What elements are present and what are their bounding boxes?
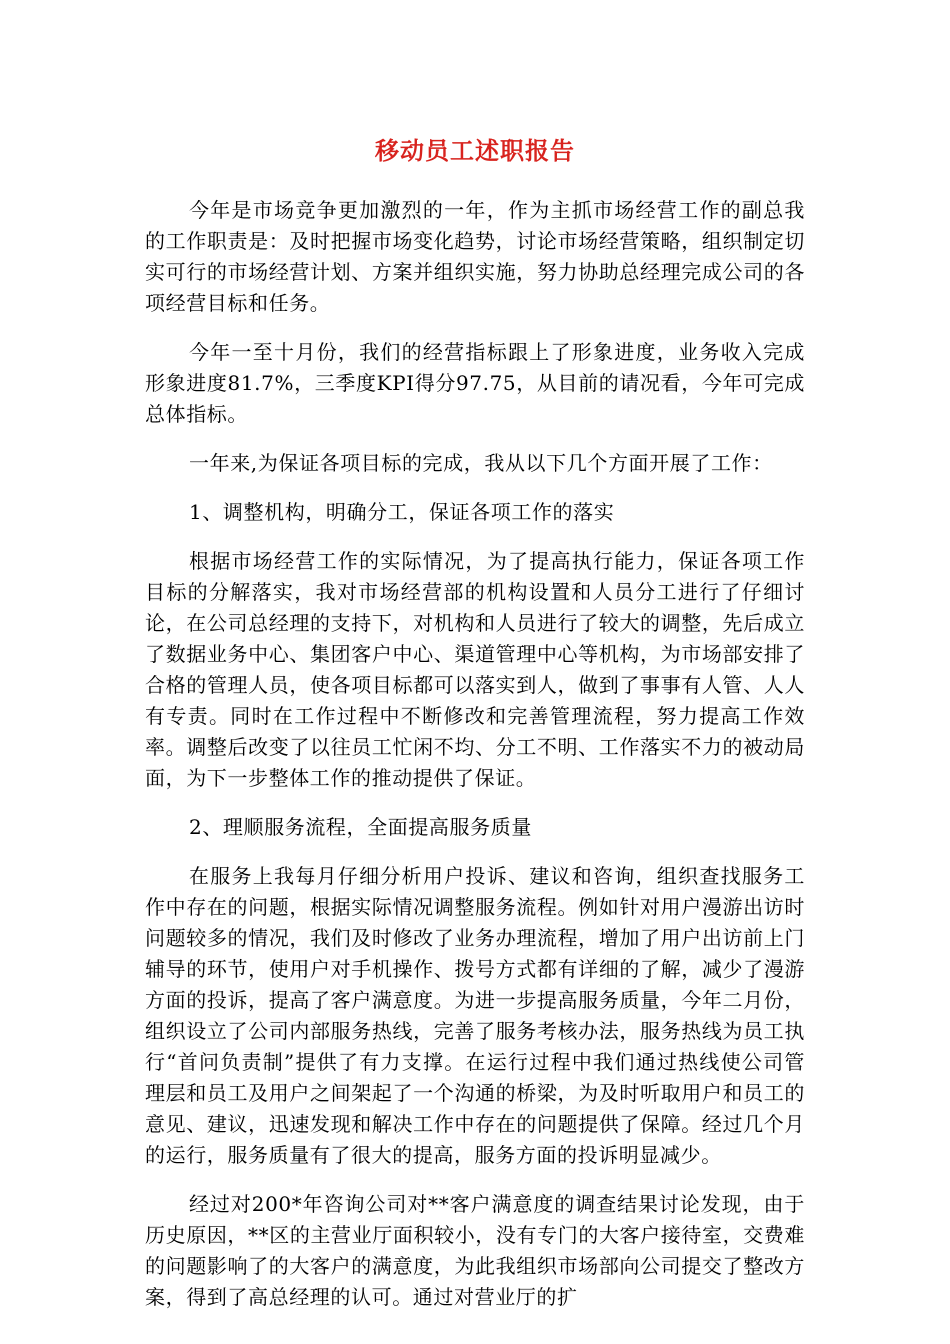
paragraph-section-1: 根据市场经营工作的实际情况，为了提高执行能力，保证各项工作目标的分解落实，我对市场经营部的机构设置和人员分工进行了仔细讨论，在公司总经理的支持下，对机构和人员进行了较大的调整，先后成立了数据业务中心、集团客户中心、渠道管理中心等机构，为市场部安排了合格的管理人员，使各项目标都可以落实到人，做到了事事有人管、人人有专责。同时在工作过程中不断修改和完善管理流程，努力提高工作效率。调整后改变了以往员工忙闲不均、分工不明、工作落实不力的被动局面，为下一步整体工作的推动提供了保证。 (145, 549, 805, 790)
document-page (145, 133, 805, 1331)
paragraph-intro: 今年是市场竞争更加激烈的一年，作为主抓市场经营工作的副总我的工作职责是：及时把握市场变化趋势，讨论市场经营策略，组织制定切实可行的市场经营计划、方案并组织实施，努力协助总经理完成公司的各项经营目标和任务。 (145, 198, 805, 315)
paragraph-performance: 今年一至十月份，我们的经营指标跟上了形象进度，业务收入完成形象进度81.7%，三季度KPI得分97.75，从目前的请况看，今年可完成总体指标。 (145, 340, 805, 426)
document-title: 移动员工述职报告 (375, 137, 575, 165)
section-heading-1: 1、调整机构，明确分工，保证各项工作的落实 (189, 500, 615, 524)
paragraph-section-2: 在服务上我每月仔细分析用户投诉、建议和咨询，组织查找服务工作中存在的问题，根据实际情况调整服务流程。例如针对用户漫游出访时问题较多的情况，我们及时修改了业务办理流程，增加了用户出访前上门辅导的环节，使用户对手机操作、拨号方式都有详细的了解，减少了漫游方面的投诉，提高了客户满意度。为进一步提高服务质量，今年二月份，组织设立了公司内部服务热线，完善了服务考核办法，服务热线为员工执行“首问负责制”提供了有力支撑。在运行过程中我们通过热线使公司管理层和员工及用户之间架起了一个沟通的桥梁，为及时听取用户和员工的意见、建议，迅速发现和解决工作中存在的问题提供了保障。经过几个月的运行，服务质量有了很大的提高，服务方面的投诉明显减少。 (145, 864, 805, 1167)
paragraph-overview: 一年来,为保证各项目标的完成，我从以下几个方面开展了工作： (189, 451, 773, 475)
section-heading-2: 2、理顺服务流程，全面提高服务质量 (189, 815, 532, 839)
paragraph-survey: 经过对200*年咨询公司对**客户满意度的调查结果讨论发现，由于历史原因，**区的主营业厅面积较小，没有专门的大客户接待室，交费难的问题影响了的大客户的满意度，为此我组织市场部向公司提交了整改方案，得到了高总经理的认可。通过对营业厅的扩 (145, 1192, 805, 1309)
